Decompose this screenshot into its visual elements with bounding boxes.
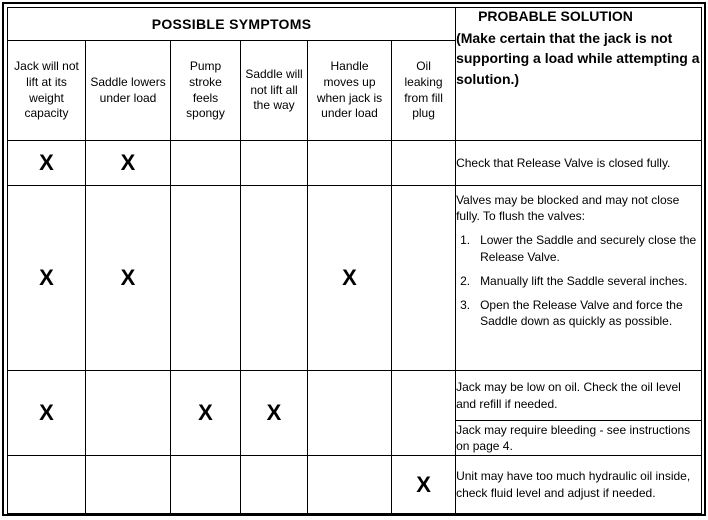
solution-header-note: (Make certain that the jack is not supporting a load while attempting a solution.): [456, 30, 700, 87]
symptom-mark: [86, 456, 171, 514]
table-frame: [2, 2, 706, 516]
symptom-mark: X: [8, 371, 86, 456]
symptom-mark: [171, 456, 241, 514]
step-number: 3.: [460, 297, 471, 312]
solution-header-title: PROBABLE SOLUTION: [478, 8, 633, 24]
solution-step: [456, 232, 701, 264]
solution-cell: Unit may have too much hydraulic oil inside, check fluid level and adjust if needed.: [456, 456, 702, 514]
solution-cell: Jack may require bleeding - see instructions on page 4.: [456, 421, 702, 456]
column-header-pump-stroke-spongy: Pump stroke feels spongy: [171, 41, 241, 141]
symptom-mark: X: [171, 371, 241, 456]
symptom-mark: X: [8, 141, 86, 186]
symptom-mark: [308, 371, 392, 456]
symptom-mark: [308, 456, 392, 514]
symptom-mark: [171, 186, 241, 371]
symptom-mark: X: [392, 456, 456, 514]
solution-cell: Check that Release Valve is closed fully.: [456, 141, 702, 186]
step-number: 1.: [460, 233, 471, 248]
symptom-mark: [8, 456, 86, 514]
solution-step: [456, 273, 701, 289]
table-row-1: [8, 141, 702, 186]
symptom-mark: [86, 371, 171, 456]
column-header-saddle-lowers: Saddle lowers under load: [86, 41, 171, 141]
symptoms-header-row: [8, 8, 702, 41]
manual-page: [0, 2, 708, 520]
symptom-mark: [241, 456, 308, 514]
column-header-handle-moves-up: Handle moves up when jack is under load: [308, 41, 392, 141]
symptom-mark: X: [308, 186, 392, 371]
step-text: Open the Release Valve and force the Saddle down as quickly as possible.: [480, 297, 683, 329]
symptom-mark: X: [86, 141, 171, 186]
symptom-mark: [241, 186, 308, 371]
symptom-mark: X: [86, 186, 171, 371]
solution-header: [456, 8, 702, 141]
step-text: Manually lift the Saddle several inches.: [480, 273, 688, 288]
troubleshooting-table: [7, 7, 702, 514]
column-header-jack-will-not-lift: Jack will not lift at its weight capacity: [8, 41, 86, 141]
symptom-mark: X: [8, 186, 86, 371]
symptom-mark: X: [241, 371, 308, 456]
symptom-mark: [392, 186, 456, 371]
column-header-oil-leaking: Oil leaking from fill plug: [392, 41, 456, 141]
symptom-mark: [241, 141, 308, 186]
symptoms-header: POSSIBLE SYMPTOMS: [8, 8, 456, 41]
symptom-mark: [392, 371, 456, 456]
solution-intro: Valves may be blocked and may not close fully. To flush the valves:: [456, 193, 680, 224]
symptom-mark: [392, 141, 456, 186]
symptom-mark: [308, 141, 392, 186]
table-row-4: [8, 456, 702, 514]
symptom-mark: [171, 141, 241, 186]
solution-cell: Jack may be low on oil. Check the oil level and refill if needed.: [456, 371, 702, 421]
solution-cell: [456, 186, 702, 371]
table-row-2: [8, 186, 702, 371]
table-row-3: [8, 371, 702, 421]
solution-step: [456, 297, 701, 329]
step-text: Lower the Saddle and securely close the Release Valve.: [480, 233, 697, 264]
column-header-saddle-not-lift-all-way: Saddle will not lift all the way: [241, 41, 308, 141]
step-number: 2.: [460, 273, 471, 288]
